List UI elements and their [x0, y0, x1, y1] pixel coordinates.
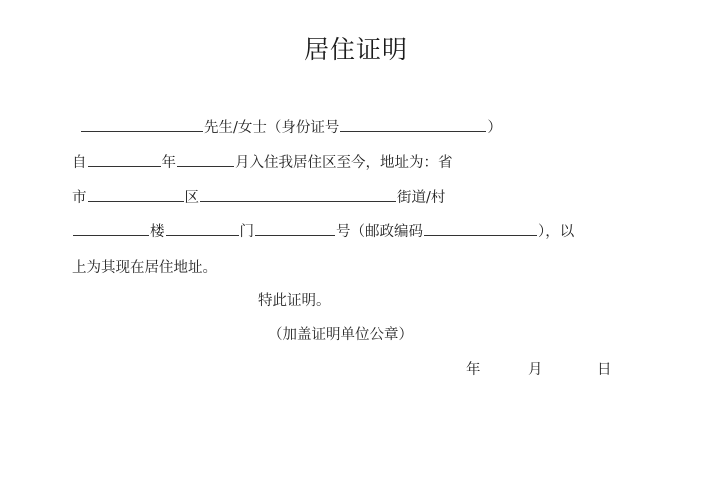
document-title: 居住证明 [303, 35, 408, 64]
name-blank[interactable] [81, 117, 203, 132]
salutation-label: 先生/女士（身份证号 [204, 120, 340, 136]
date-month-label: 月 [528, 362, 543, 378]
seal-note: （加盖证明单位公章） [268, 327, 413, 343]
postal-code-label: 号（邮政编码 [336, 224, 423, 240]
from-label: 自 [72, 155, 87, 171]
postal-code-blank[interactable] [424, 221, 537, 236]
month-blank[interactable] [177, 152, 234, 167]
year-label: 年 [161, 155, 176, 171]
date-year-label: 年 [466, 362, 481, 378]
move-in-label: 月入住我居住区至今，地址为：省 [235, 155, 453, 171]
street-label: 街道/村 [397, 190, 446, 206]
certify-text: 特此证明。 [258, 293, 331, 309]
city-label: 市 [72, 190, 87, 206]
line4-end: ），以 [538, 224, 575, 240]
address-end-text: 上为其现在居住地址。 [72, 260, 217, 276]
district-label: 区 [184, 190, 199, 206]
number-blank[interactable] [255, 221, 335, 236]
line-address-city [72, 187, 445, 208]
line-move-in-date [72, 152, 453, 173]
line-name-id [80, 117, 502, 138]
district-blank[interactable] [200, 187, 396, 202]
gate-label: 门 [239, 224, 254, 240]
city-blank[interactable] [88, 187, 184, 202]
date-day-label: 日 [597, 362, 612, 378]
close-paren: ） [487, 120, 502, 136]
id-number-blank[interactable] [340, 117, 486, 132]
line-address-end [72, 258, 217, 278]
building-blank[interactable] [73, 221, 149, 236]
building-label: 楼 [150, 224, 165, 240]
year-blank[interactable] [88, 152, 161, 167]
line-address-building [72, 221, 574, 242]
gate-blank[interactable] [166, 221, 239, 236]
